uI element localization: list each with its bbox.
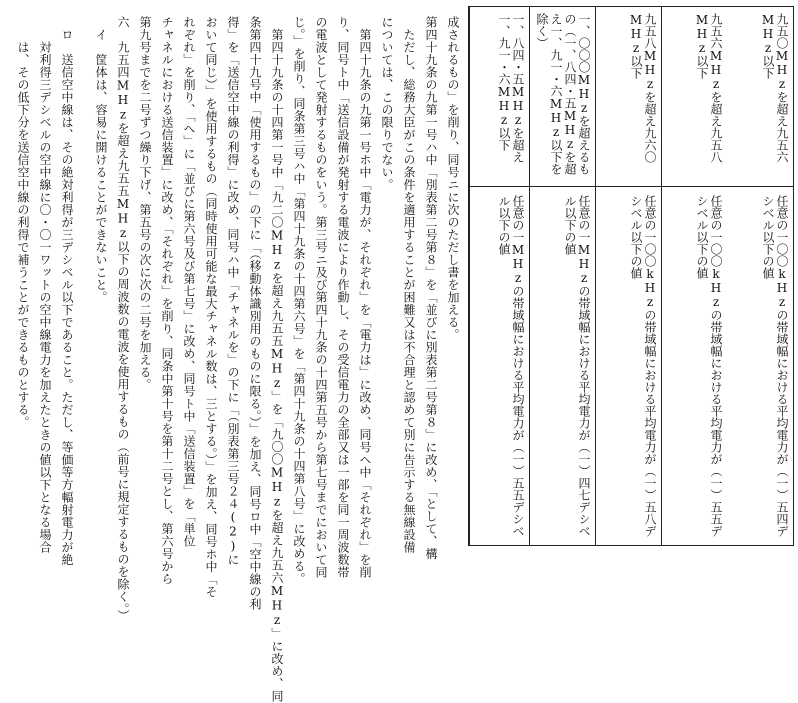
table-cell-power: 任意の一MHzの帯域幅における平均電力が（一）五五デシベル以下の値	[497, 195, 525, 537]
body-text-column: れぞれ」を削り、「へ」に「並びに第六号及び第七号」に改め、同号ト中「送信装置」を「単位	[182, 16, 196, 548]
body-text-column: 第四十九条の九第一号ホ中「電力が、それぞれ」を「電力は」に改め、同号ヘ中「それぞれ」を削	[358, 16, 372, 579]
body-text-column: 第四十九条の十四第一号中「九二〇MHzを超え九五五MHz」を「九〇〇MHzを超え九五六MHz」に改め、同	[270, 16, 284, 703]
table-row	[727, 7, 793, 545]
body-text-column: ただし、総務大臣がこの条件を適用することが困難又は不合理と認めて別に告示する無線設備	[402, 16, 416, 554]
table-row	[529, 7, 595, 545]
body-text-column: は、その低下分を送信空中線の利得で補うことができるものとする。	[16, 16, 30, 429]
table-cell-power: 任意の一〇〇kHzの帯域幅における平均電力が（一）五四デシベル以下の値	[761, 195, 789, 537]
table-cell-power: 任意の一MHzの帯域幅における平均電力が（一）四七デシベル以下の値	[563, 195, 591, 537]
table-cell-frequency: 九五六MHzを超え九五八MHz以下	[662, 7, 727, 187]
body-text-column: 対利得三デシベルの空中線に〇・〇一ワットの空中線電力を加えたときの値以下となる場合	[38, 16, 52, 554]
body-text-column: 第四十九条の九第一号ハ中「別表第二号第８」を「並びに別表第二号第８」に改め、「として、構	[424, 16, 438, 560]
table-cell-power: 任意の一〇〇kHzの帯域幅における平均電力が（一）五五デシベル以下の値	[695, 195, 723, 537]
body-text-column: じ。」を削り、同条第三号ハ中「第四十九条の十四第六号」を「第四十九条の十四第八号」に改める。	[292, 16, 306, 585]
body-text-column: 得」を「送信空中線の利得」に改め、同号ハ中「チャネルを」の下に「（別表第三号２４(2)に	[226, 16, 240, 566]
body-text-column: 六 九五四MHzを超え九五五MHz以下の周波数の電波を使用するもの（前号に規定するものを除く。）	[116, 16, 130, 622]
table-row	[661, 7, 727, 545]
table-row	[469, 7, 529, 545]
table-cell-power: 任意の一〇〇kHzの帯域幅における平均電力が（一）五八デシベル以下の値	[629, 195, 657, 537]
frequency-power-table	[468, 6, 794, 546]
body-text-column: 条第四十九号中「使用するもの」の下に「（移動体識別用のものに限る。）」を加え、同号ロ中「空中線の利	[248, 16, 262, 611]
body-text-column: おいて同じ）」を使用するもの（同時使用可能な最大チャネル数は、三とする。）」を加え、同号ホ中「そ	[204, 16, 218, 598]
body-text-column: については、この限りでない。	[380, 16, 394, 191]
table-row	[595, 7, 661, 545]
body-text-column: の電波として発射するものをいう。第三号ニ及び第四十九条の十四第五号から第七号までにおいて同	[314, 16, 328, 579]
body-text-column: ロ 送信空中線は、その絶対利得が三デシベル以下であること。ただし、等価等方輻射電力が絶	[60, 16, 74, 566]
body-text-column: 成されるもの」を削り、同号ニに次のただし書を加える。	[446, 16, 460, 341]
body-text-column: チャネルにおける送信装置」に改め、「それぞれ」を削り、同条中第十号を第十二号とし、第六号から	[160, 16, 174, 585]
body-text-column: イ 筐体は、容易に開けることができないこと。	[94, 16, 108, 304]
table-cell-frequency: 一、〇〇〇MHzを超えるもの（一、八四・五MHzを超え一、九一・六MHz以下を除く）	[530, 7, 595, 187]
body-text-column: り、同号ト中「送信設備が発射する電波により作動し、その受信電力の全部又は一部を同一周波数帯	[336, 16, 350, 579]
table-cell-frequency: 九五八MHzを超え九六〇MHz以下	[596, 7, 661, 187]
table-cell-frequency: 一、八四・五MHzを超え一、九一・六MHz以下	[470, 7, 529, 187]
table-cell-frequency: 九五〇MHzを超え九五六MHz以下	[727, 7, 793, 187]
body-text-column: 第九号までを二号ずつ繰り下げ、第五号の次に次の二号を加える。	[138, 16, 152, 391]
